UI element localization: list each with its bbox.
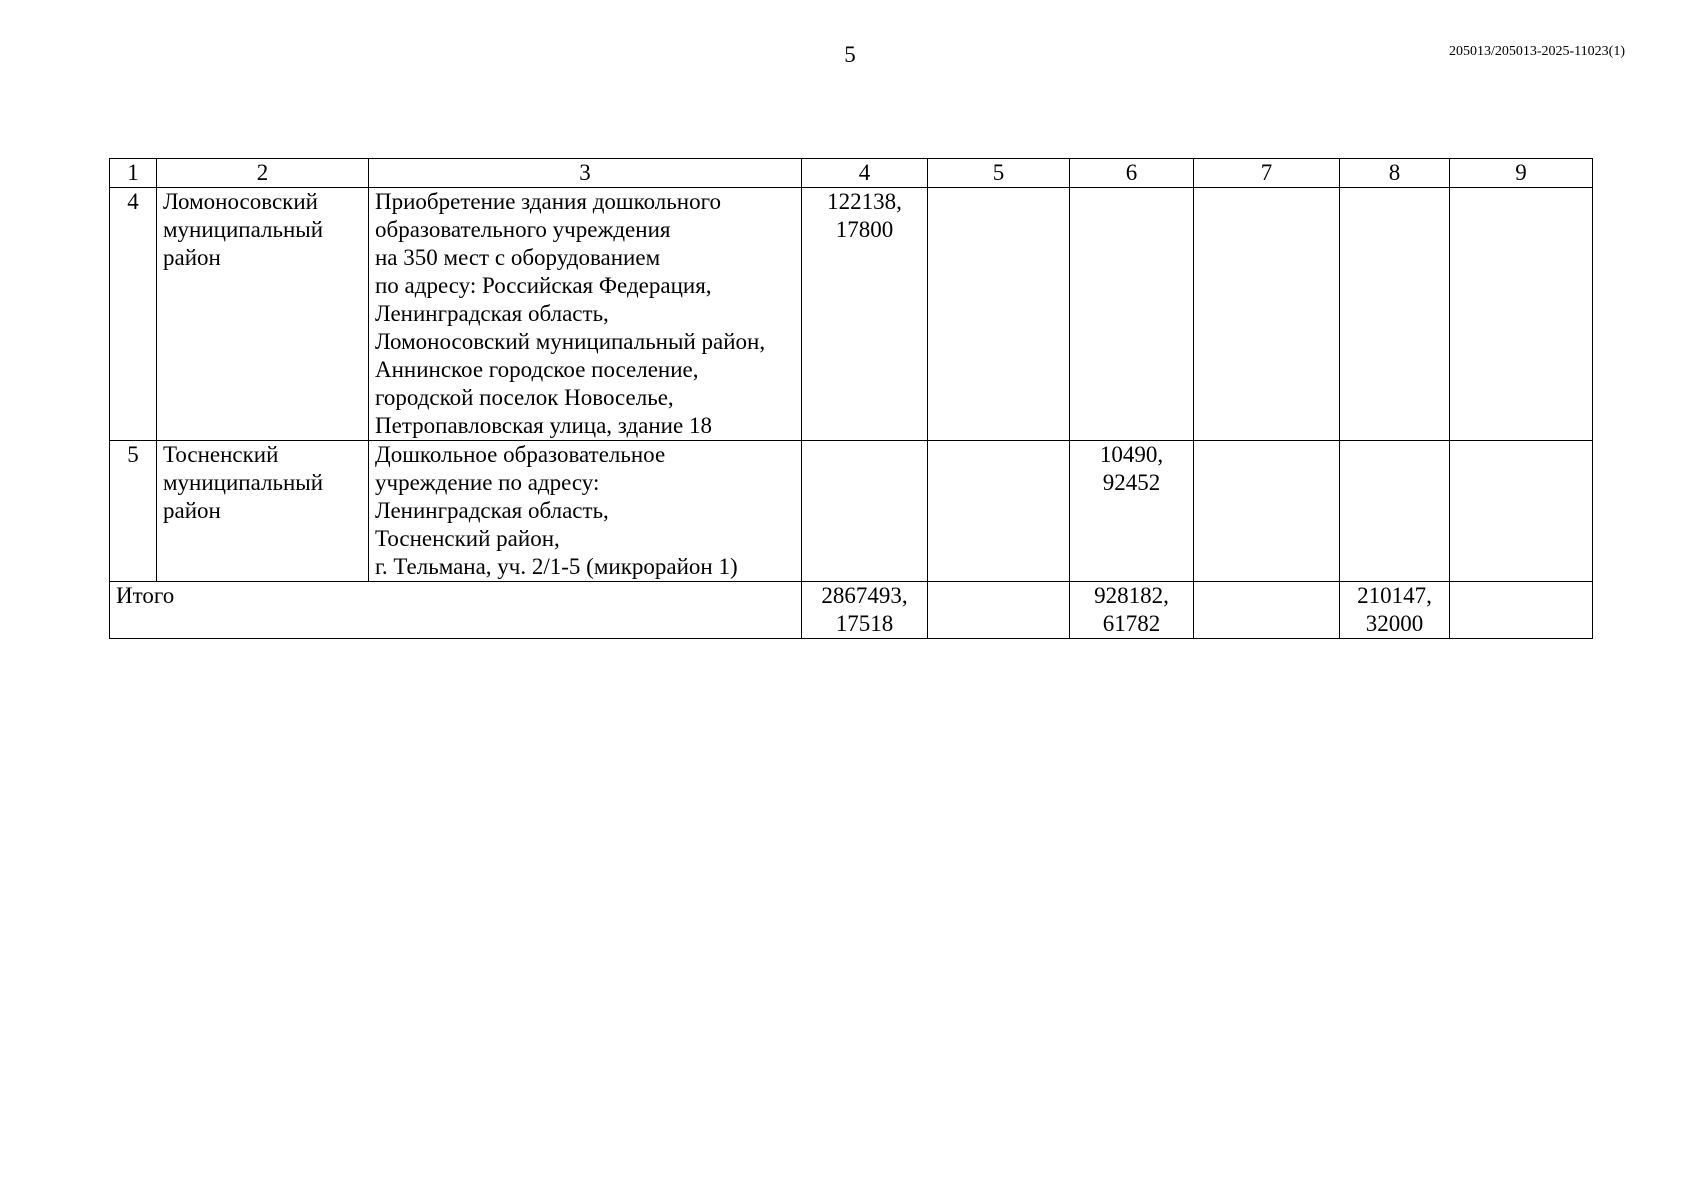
document-id: 205013/205013-2025-11023(1) [1448,44,1625,59]
column-number-8: 8 [1340,159,1450,188]
total-label: Итого [110,582,802,639]
total-row [110,582,1593,639]
col6-cell: 10490, 92452 [1070,441,1194,582]
total-col5-cell [928,582,1070,639]
total-col4-cell: 2867493, 17518 [802,582,928,639]
col6-cell [1070,188,1194,441]
column-number-1: 1 [110,159,157,188]
col7-cell [1194,188,1340,441]
total-col9-cell [1450,582,1593,639]
column-number-9: 9 [1450,159,1593,188]
table-row [110,441,1593,582]
col5-cell [928,188,1070,441]
total-col8-cell: 210147, 32000 [1340,582,1450,639]
col5-cell [928,441,1070,582]
col8-cell [1340,441,1450,582]
col4-cell: 122138, 17800 [802,188,928,441]
column-number-6: 6 [1070,159,1194,188]
col9-cell [1450,441,1593,582]
column-number-row [110,159,1593,188]
col7-cell [1194,441,1340,582]
column-number-7: 7 [1194,159,1340,188]
table-row [110,188,1593,441]
page-number: 5 [844,42,856,67]
object-cell: Приобретение здания дошкольного образовательного учреждения на 350 мест с оборудованием по адресу: Российская Федерация, Ленинградская область, Ломоносовский муниципальный район, Аннинское городское поселение, городской поселок Новоселье, Петропавловская улица, здание 18 [369,188,802,441]
data-table [109,158,1593,639]
column-number-3: 3 [369,159,802,188]
row-number: 4 [110,188,157,441]
column-number-2: 2 [157,159,369,188]
col8-cell [1340,188,1450,441]
col9-cell [1450,188,1593,441]
district-cell: Ломоносовский муниципальный район [157,188,369,441]
object-cell: Дошкольное образовательное учреждение по адресу: Ленинградская область, Тосненский район, г. Тельмана, уч. 2/1-5 (микрорайон 1) [369,441,802,582]
column-number-4: 4 [802,159,928,188]
column-number-5: 5 [928,159,1070,188]
col4-cell [802,441,928,582]
total-col6-cell: 928182, 61782 [1070,582,1194,639]
row-number: 5 [110,441,157,582]
district-cell: Тосненский муниципальный район [157,441,369,582]
total-col7-cell [1194,582,1340,639]
